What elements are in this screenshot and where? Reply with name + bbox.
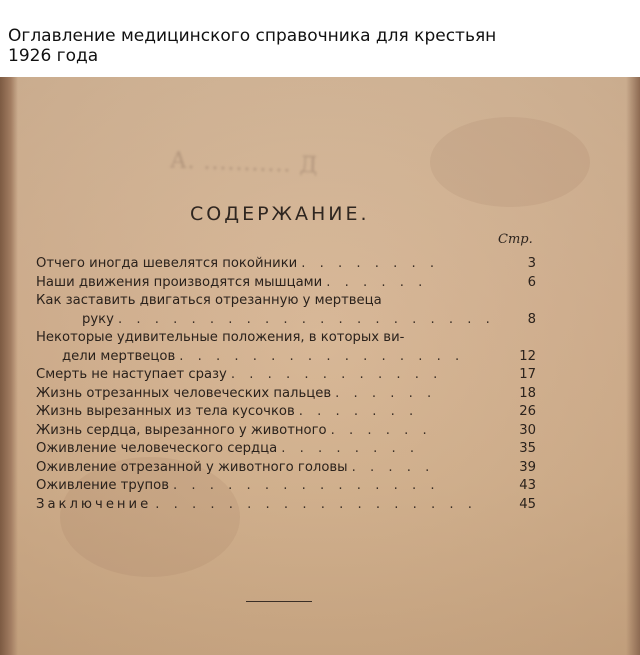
toc-entry-page: 18 — [519, 385, 536, 401]
toc-entry-page: 45 — [519, 496, 536, 512]
toc-entry-title: Как заставить двигаться отрезанную у мертвеца — [36, 293, 382, 308]
toc-entry — [36, 274, 536, 293]
bleed-through-text: А. ........... Д — [169, 148, 319, 179]
toc-entry — [36, 422, 536, 441]
toc-entry — [36, 403, 536, 422]
image-caption — [8, 26, 628, 66]
table-of-contents — [36, 255, 536, 514]
paper-stain — [430, 117, 590, 207]
toc-entry-title: Жизнь сердца, вырезанного у животного — [36, 422, 327, 438]
page-column-header: Стр. — [498, 232, 533, 247]
toc-entry-title: Заключение — [36, 496, 152, 512]
toc-entry — [36, 496, 536, 515]
toc-entry-page: 39 — [519, 459, 536, 475]
toc-entry-title: дели мертвецов — [62, 348, 176, 364]
toc-entry-page: 43 — [519, 478, 536, 493]
dot-leader: . . . . . . — [335, 385, 437, 401]
toc-entry-title: руку — [82, 311, 114, 327]
toc-entry-page: 6 — [527, 274, 536, 290]
toc-entry-title: Наши движения производятся мышцами — [36, 274, 323, 290]
dot-leader: . . . . . . — [326, 274, 428, 290]
page-shadow-right — [626, 77, 640, 655]
toc-entry-title: Оживление отрезанной у животного головы — [36, 459, 348, 475]
book-page-photo — [0, 77, 640, 655]
toc-entry-title: Оживление трупов — [36, 478, 169, 493]
toc-entry-page: 26 — [519, 404, 536, 419]
contents-title: СОДЕРЖАНИЕ. — [190, 203, 370, 225]
dot-leader: . . . . . . . . . . . . . . . . — [179, 348, 465, 364]
dot-leader: . . . . . . — [330, 422, 432, 438]
dot-leader: . . . . . . . . . . . . . . . . . . — [155, 496, 477, 512]
toc-entry-title: Смерть не наступает сразу — [36, 367, 227, 382]
toc-entry — [36, 311, 536, 330]
dot-leader: . . . . . . . — [298, 404, 419, 419]
dot-leader: . . . . . . . . . . . . — [230, 367, 443, 382]
toc-entry — [36, 459, 536, 478]
caption-line-2: 1926 года — [8, 46, 99, 66]
toc-entry-page: 8 — [527, 311, 536, 327]
toc-entry — [36, 366, 536, 385]
toc-entry-page: 17 — [519, 367, 536, 382]
dot-leader: . . . . . . . . — [301, 256, 440, 271]
toc-entry — [36, 292, 536, 311]
toc-entry — [36, 440, 536, 459]
toc-entry-page: 30 — [519, 422, 536, 438]
page-shadow-left — [0, 77, 18, 655]
dot-leader: . . . . . . . . . . . . . . . — [172, 478, 440, 493]
toc-entry — [36, 255, 536, 274]
toc-entry-title: Жизнь отрезанных человеческих пальцев — [36, 385, 332, 401]
dot-leader: . . . . . . . . . . . . . . . . . . . . . — [117, 311, 495, 327]
toc-entry-title: Оживление человеческого сердца — [36, 441, 278, 456]
toc-entry — [36, 477, 536, 496]
toc-entry — [36, 385, 536, 404]
toc-entry-page: 12 — [519, 348, 536, 364]
closing-rule — [246, 601, 312, 602]
toc-entry-page: 3 — [527, 256, 536, 271]
toc-entry-page: 35 — [519, 441, 536, 456]
toc-entry-title: Некоторые удивительные положения, в которых ви- — [36, 330, 405, 345]
caption-line-1: Оглавление медицинского справочника для крестьян — [8, 26, 497, 46]
toc-entry — [36, 329, 536, 348]
dot-leader: . . . . . . . . — [281, 441, 420, 456]
toc-entry-title: Отчего иногда шевелятся покойники — [36, 256, 298, 271]
toc-entry-title: Жизнь вырезанных из тела кусочков — [36, 404, 295, 419]
toc-entry — [36, 348, 536, 367]
dot-leader: . . . . . — [351, 459, 435, 475]
